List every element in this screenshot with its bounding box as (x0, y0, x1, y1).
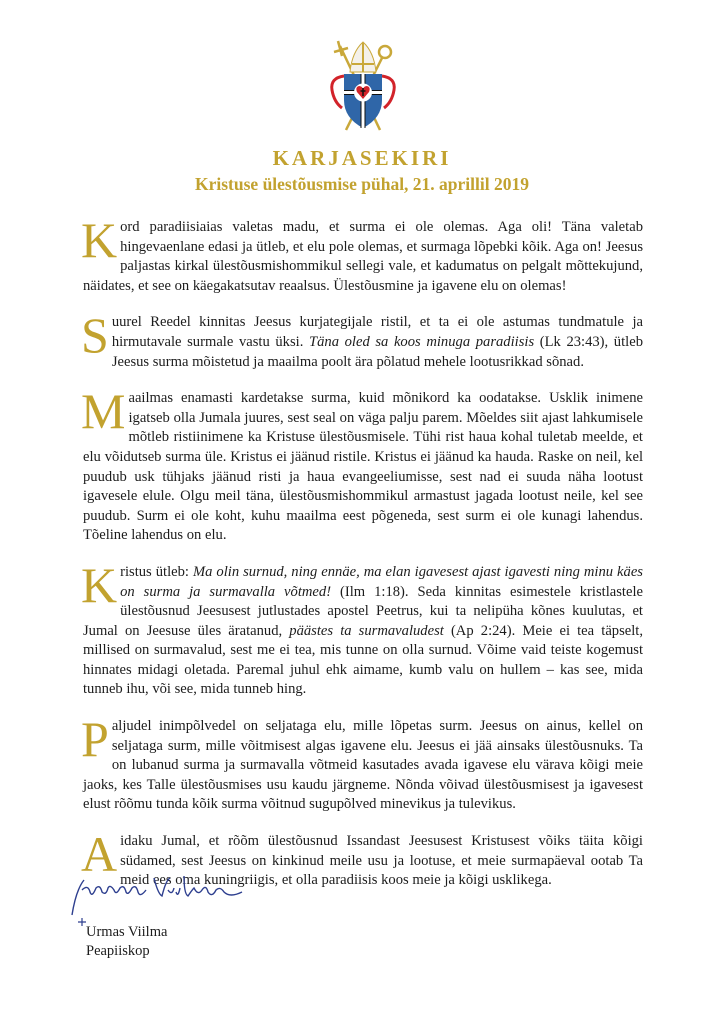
paragraph-3 (81, 383, 643, 546)
drop-cap: P (81, 711, 109, 768)
paragraph-4 (81, 556, 644, 700)
drop-cap: A (81, 826, 118, 883)
letter-subtitle: Kristuse ülestõusmise pühal, 21. aprillil 2019 (195, 174, 529, 194)
scripture-quote: Täna oled sa koos minuga paradiisis (308, 333, 535, 350)
paragraph-text: (Lk 23:43), ütleb Jeesus surma mõistetud ja maailma poolt ära põlatud mehele lootusrikkad sõnad. (111, 333, 643, 370)
paragraph-text: aailmas enamasti kardetakse surma, kuid mõnikord ka oodatakse. Usklik inimene igatseb olla Jumala juures, sest seal on väga palju parem. Mõeldes siit ajast lahkumisele mõtleb ristiinimene ka Kristuse ülestõusmisele. Tühi rist haua kohal tuletab meelde, et elu võidutseb surma üle. Kristus ei jäänud ristile. Kristus ei jäänud ka hauda. Raske on neil, kel puudub usk tühjaks jäänud risti ja haua evangeeliumisse, sest nad ei suuda näha lootust igavesele elule. Olgu meil täna, ülestõusmishommikul armastust jagada lootust neile, kel see puudub. Surm ei ole koht, kuhu maailma eest põgeneda, sest surm ei ole kunagi lahendus. Tõeline lahendus on elu. (83, 390, 643, 544)
paragraph-1 (81, 212, 643, 296)
letter-body (81, 212, 644, 908)
paragraph-text: uurel Reedel kinnitas Jeesus kurjategijale ristil, et ta ei ole astumas tundmatule ja hirmutavale surmale vastu üksi. (111, 314, 643, 350)
church-coat-of-arms-icon (322, 38, 404, 134)
drop-cap: M (81, 383, 126, 440)
paragraph-2 (81, 307, 643, 372)
paragraph-text: ord paradiisiaias valetas madu, et surma ei ole olemas. Aga oli! Täna valetab hingevaenlane edasi ja ütleb, et elu pole olemas, et surmaga lõpebki kõik. Aga on! Jeesus paljastas kirkal ülestõusmishommikul sellegi vale, et kadumatus on pelgalt mõttekujund, näidates, et see on käegakatsutav reaalsus. Ülestõusmine ja igavene elu on olemas! (83, 219, 643, 294)
drop-cap: K (81, 556, 118, 613)
paragraph-text: idaku Jumal, et rõõm ülestõusnud Issandast Jeesusest Kristusest võiks täita kõigi südamed, sest Jeesus on kinkinud meile usu ja lootuse, et meie surmapäeval ootab Ta meid ees oma kuningriigis, et olla paradiisis koos meie ja kõigi usklikega. (120, 833, 643, 889)
signer-name: Urmas Viilma (86, 924, 168, 940)
handwritten-signature (62, 870, 252, 930)
paragraph-text: aljudel inimpõlvedel on seljataga elu, mille lõpetas surm. Jeesus on ainus, kellel on seljataga surm, mille võitmisest algas igavene elu. Jeesus ei jää ainsaks ülestõusnuks. Ta on lubanud surma ja surmavalla võtmeid kasutades avada igavese elu värava kõigi meie jaoks, kes Talle ülestõusmises usu kaudu järgneme. Nõnda võivad ülestõusmisest ja igavesest elust rõõmu tunda kõik surma võitnud sugupõlved minevikus ja tulevikus. (83, 718, 643, 813)
drop-cap: K (81, 212, 118, 268)
signer-role: Peapiiskop (86, 943, 150, 959)
letter-title: KARJASEKIRI (272, 146, 452, 170)
paragraph-text: (Ilm 1:18). Seda kinnitas esimestele kristlastele ülestõusnud Jeesusest jutlustades apostel Peetrus, kui ta nelipüha kõnes kuulutas, et Jumal on Jeesuse üles äratanud, (83, 583, 643, 639)
paragraph-text: ristus ütleb: (120, 563, 193, 580)
drop-cap: S (81, 307, 109, 364)
paragraph-text: (Ap 2:24). Meie ei tea täpselt, millised on surmavalud, sest me ei tea, mis tunne on olla surnud. Võime vaid teiste kogemust hinnates midagi oletada. Paremal juhul ehk aimame, kumb valu on hullem – kas see, mida tunneb ihu, või see, mida tunneb hing. (83, 622, 644, 698)
paragraph-5 (81, 711, 643, 815)
scripture-quote: Ma olin surnud, ning ennäe, ma elan igavesest ajast igavesti ning minu käes on surma ja surmavalla võtmed! (120, 563, 643, 600)
scripture-quote: päästes ta surmavaludest (289, 622, 444, 639)
